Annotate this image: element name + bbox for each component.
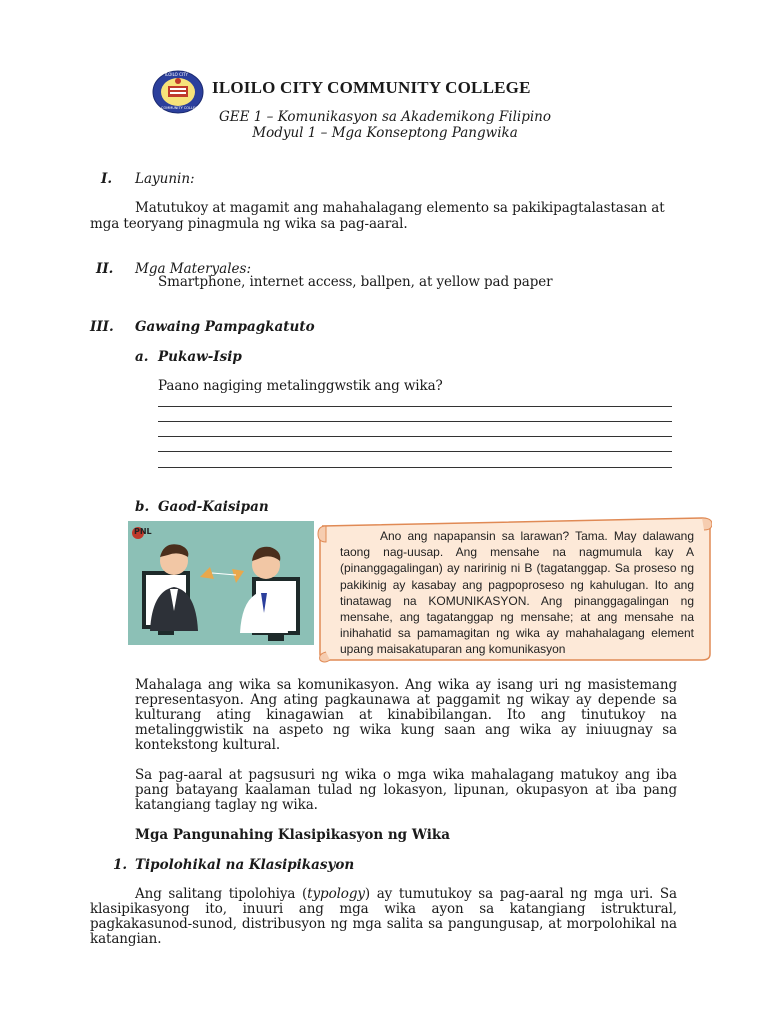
- section-1-title: Layunin:: [135, 171, 195, 187]
- college-seal-logo: [152, 70, 204, 114]
- answer-line-3[interactable]: [158, 436, 672, 437]
- section-1-body-line-1: Matutukoy at magamit ang mahahalagang elemento sa pakikipagtalastasan at: [135, 200, 665, 216]
- typology-paragraph: [90, 887, 677, 947]
- illustration-logo: PNL: [134, 527, 152, 536]
- typology-text-before: Ang salitang tipolohiya (: [135, 886, 308, 902]
- subsection-b-label: b.: [135, 499, 150, 515]
- section-3-number: III.: [90, 319, 114, 335]
- question-text: Paano nagiging metalinggwstik ang wika?: [158, 378, 443, 394]
- answer-line-2[interactable]: [158, 421, 672, 422]
- section-2-title: Mga Materyales:: [135, 261, 252, 277]
- explanation-text: [340, 528, 694, 658]
- subsection-a-title: Pukaw-Isip: [158, 349, 242, 365]
- paragraph-1: [135, 678, 677, 753]
- item-1-title: Tipolohikal na Klasipikasyon: [135, 857, 355, 873]
- communication-illustration: [128, 521, 314, 645]
- paragraph-2-text: Sa pag-aaral at pagsusuri ng wika o mga wika mahalagang matukoy ang iba pang batayang kaalaman tulad ng lokasyon, lipunan, okupasyon at iba pang katangiang taglay ng wika.: [135, 767, 677, 813]
- section-3-title: Gawaing Pampagkatuto: [135, 319, 315, 335]
- answer-line-5[interactable]: [158, 467, 672, 468]
- course-title: GEE 1 – Komunikasyon sa Akademikong Filipino: [219, 109, 551, 125]
- answer-line-4[interactable]: [158, 451, 672, 452]
- seal-text-top: ILOILO CITY: [165, 72, 188, 77]
- subsection-a-label: a.: [135, 349, 149, 365]
- section-2-body: Smartphone, internet access, ballpen, at yellow pad paper: [158, 274, 553, 290]
- typology-term: typology: [307, 886, 365, 902]
- item-1-number: 1.: [113, 857, 128, 873]
- klasipikasyon-heading: Mga Pangunahing Klasipikasyon ng Wika: [135, 827, 450, 843]
- answer-line-1[interactable]: [158, 406, 672, 407]
- module-title: Modyul 1 – Mga Konseptong Pangwika: [252, 125, 518, 141]
- explanation-body: Ano ang napapansin sa larawan? Tama. May dalawang taong nag-uusap. Ang mensahe na nagmumula kay A (pinanggagalingan) ay naririnig ni B (tagatanggap. Sa proseso ng pakikinig ay kasabay ang pagpoproseso ng kahulugan. Ito ang tinatawag na KOMUNIKASYON. Ang pinanggagalingan ng mensahe, ang tagatanggap ng mensahe; at ang mensahe na inihahatid sa pamamagitan ng wika ay mahahalagang element upang maisakatuparan ang komunikasyon: [340, 529, 694, 657]
- paragraph-2: [135, 768, 677, 813]
- paragraph-1-text: Mahalaga ang wika sa komunikasyon. Ang wika ay isang uri ng masistemang representasyon. Ang ating pagkaunawa at paggamit ng wikay ay depende sa kulturang ating kinagawian at kinabibilangan. Ito ang tinutukoy na metalinggwistik na aspeto ng wika kung saan ang wika ay iniuugnay sa kontekstong kultural.: [135, 677, 677, 753]
- section-1-body-line-2: mga teoryang pinagmula ng wika sa pag-aaral.: [90, 216, 408, 232]
- section-2-number: II.: [96, 261, 114, 277]
- college-name: ILOILO CITY COMMUNITY COLLEGE: [212, 78, 531, 97]
- section-1-number: I.: [101, 171, 113, 187]
- seal-text-bottom: COMMUNITY COLLEGE: [161, 106, 201, 110]
- typology-text-after: ) ay tumutukoy sa pag-aaral ng mga uri. Sa klasipikasyong ito, inuuri ang mga wika ayon sa katangiang istruktural, pagkakasunod-sunod, distribusyon ng mga salita sa pangungusap, at morpolohikal na katangian.: [90, 886, 677, 947]
- subsection-b-title: Gaod-Kaisipan: [158, 499, 269, 515]
